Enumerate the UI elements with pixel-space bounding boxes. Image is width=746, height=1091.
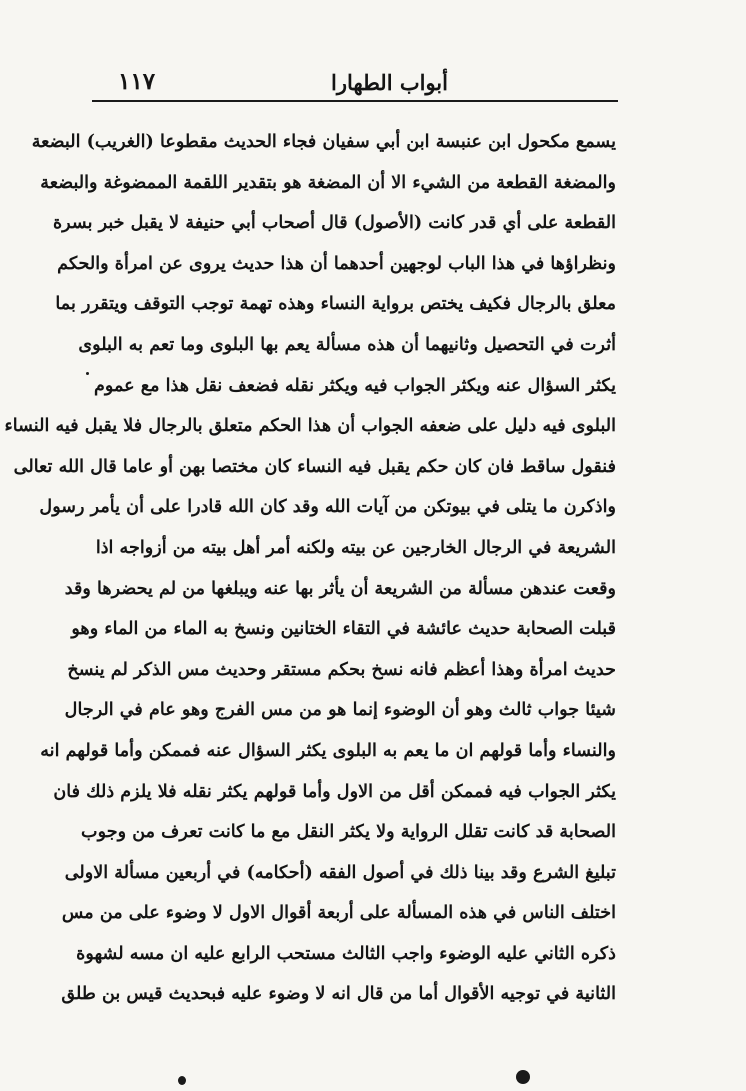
text-line-16: والنساء وأما قولهم ان ما يعم به البلوى يكثر السؤال عنه فممكن وأما قولهم انه [40, 739, 616, 761]
header-title: أبواب الطهارا [331, 70, 448, 95]
text-line-6: أثرت في التحصيل وثانيهما أن هذه مسألة يعم بها البلوى وما تعم به البلوى [78, 333, 616, 355]
text-line-18: الصحابة قد كانت تقلل الرواية ولا يكثر النقل مع ما كانت تعرف من وجوب [81, 821, 616, 843]
scan-speck-top [86, 372, 89, 375]
text-line-2: والمضغة القطعة من الشيء الا أن المضغة هو بتقدير اللقمة الممضوغة والبضعة [40, 171, 616, 193]
text-line-13: قبلت الصحابة حديث عائشة في التقاء الختانين ونسخ به الماء من الماء وهو [71, 618, 616, 640]
text-line-9: فنقول ساقط فان كان حكم يقبل فيه النساء كان مختصا بهن أو عاما قال الله تعالى [13, 455, 616, 477]
text-line-20: اختلف الناس في هذه المسألة على أربعة أقوال الاول لا وضوء على من مس [61, 902, 616, 924]
scan-speck-bottom-right [516, 1070, 530, 1084]
text-line-12: وقعت عندهن مسألة من الشريعة أن يأثر بها عنه ويبلغها من لم يحضرها وقد [64, 577, 616, 599]
text-line-22: الثانية في توجيه الأقوال أما من قال انه لا وضوء عليه فبحديث قيس بن طلق [61, 983, 616, 1005]
text-line-3: القطعة على أي قدر كانت (الأصول) قال أصحاب أبي حنيفة لا يقبل خبر بسرة [52, 212, 616, 234]
text-line-14: حديث امرأة وهذا أعظم فانه نسخ بحكم مستقر وحديث مس الذكر لم ينسخ [67, 658, 616, 680]
text-line-1: يسمع مكحول ابن عنبسة ابن أبي سفيان فجاء الحديث مقطوعا (الغريب) البضعة [31, 131, 616, 152]
text-line-10: واذكرن ما يتلى في بيوتكن من آيات الله وقد كان الله قادرا على أن يأمر رسول [39, 496, 616, 518]
text-line-4: ونظراؤها في هذا الباب لوجهين أحدهما أن هذا حديث يروى عن امرأة والحكم [57, 252, 616, 274]
body-text [4, 122, 616, 1015]
running-header [92, 66, 618, 100]
text-line-8: البلوى فيه دليل على ضعفه الجواب أن هذا الحكم متعلق بالرجال فلا يقبل فيه النساء [4, 415, 616, 437]
scan-speck-bottom-left [178, 1076, 186, 1085]
text-line-7: يكثر السؤال عنه ويكثر الجواب فيه ويكثر نقله فضعف نقل هذا مع عموم [93, 374, 616, 396]
text-line-5: معلق بالرجال فكيف يختص برواية النساء وهذه تهمة توجب التوقف ويتقرر بما [55, 293, 616, 315]
text-line-15: شيئا جواب ثالث وهو أن الوضوء إنما هو من مس الفرج وهو عام في الرجال [64, 699, 616, 721]
text-line-17: يكثر الجواب فيه فممكن أقل من الاول وأما قولهم يكثر نقله فلا يلزم ذلك فان [53, 780, 616, 802]
text-line-11: الشريعة في الرجال الخارجين عن بيته ولكنه أمر أهل بيته من أزواجه اذا [95, 536, 616, 558]
text-line-19: تبليغ الشرع وقد بينا ذلك في أصول الفقه (أحكامه) في أربعين مسألة الاولى [64, 861, 616, 883]
text-line-21: ذكره الثاني عليه الوضوء واجب الثالث مستحب الرابع عليه ان مسه لشهوة [76, 942, 616, 964]
header-rule [92, 100, 618, 102]
page-number: ١١٧ [118, 68, 156, 95]
